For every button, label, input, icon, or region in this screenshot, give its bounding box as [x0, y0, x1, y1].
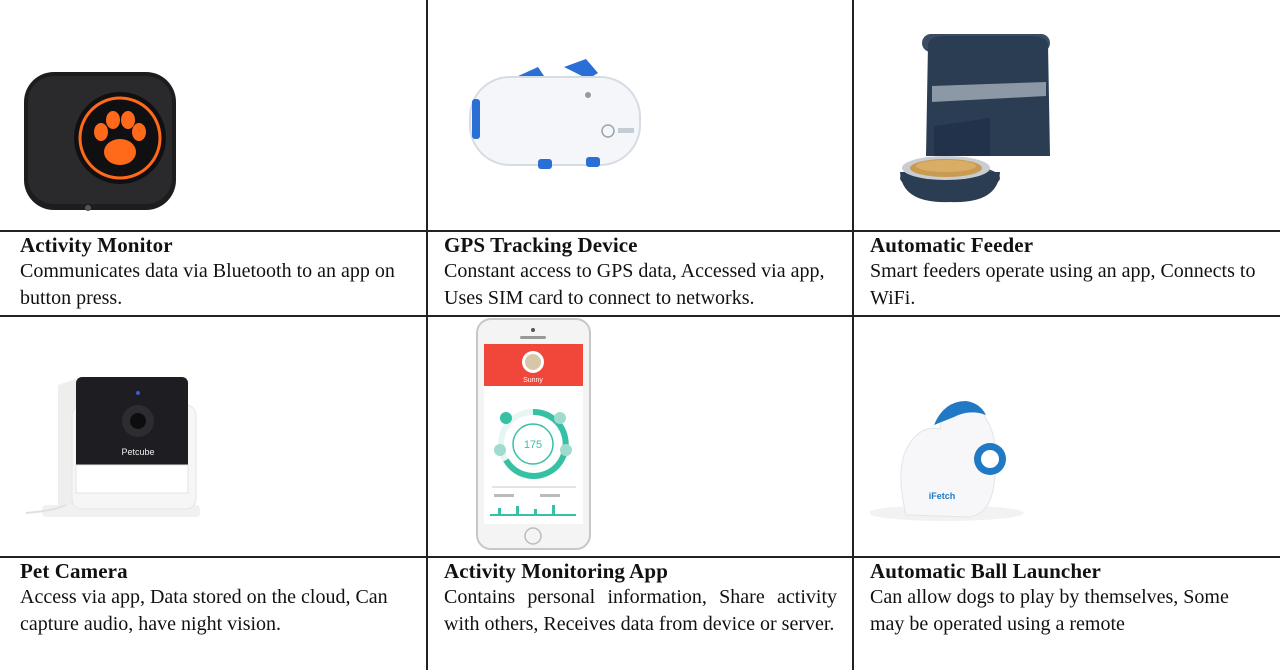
column-divider: [426, 0, 428, 670]
gps-tracker-image: [468, 55, 648, 175]
item-title: GPS Tracking Device: [444, 233, 638, 257]
item-description: Smart feeders operate using an app, Connects to WiFi.: [870, 260, 1256, 309]
automatic-feeder-image: [890, 26, 1065, 206]
item-caption: [870, 232, 1265, 312]
item-description: Constant access to GPS data, Accessed via app, Uses SIM card to connect to networks.: [444, 260, 825, 309]
item-caption: [444, 558, 837, 638]
item-description: Can allow dogs to play by themselves, Some may be operated using a remote: [870, 586, 1229, 635]
ball-launcher-image: [870, 395, 1035, 523]
row-divider: [0, 315, 1280, 317]
item-title: Pet Camera: [20, 559, 128, 583]
item-title: Automatic Feeder: [870, 233, 1034, 257]
item-title: Automatic Ball Launcher: [870, 559, 1101, 583]
column-divider: [852, 0, 854, 670]
item-description: Communicates data via Bluetooth to an app on button press.: [20, 260, 395, 309]
item-caption: [20, 558, 415, 638]
item-description: Contains personal information, Share activity with others, Receives data from device or server.: [444, 586, 837, 635]
pet-camera-image: [22, 365, 204, 525]
app-pet-name: Sunny: [523, 377, 543, 384]
app-score: 175: [523, 439, 543, 451]
item-caption: [870, 558, 1265, 638]
brand-label: Petcube: [121, 447, 155, 457]
item-description: Access via app, Data stored on the cloud, Can capture audio, have night vision.: [20, 586, 388, 635]
item-caption: [444, 232, 839, 312]
item-title: Activity Monitor: [20, 233, 173, 257]
brand-label: iFetch: [928, 491, 956, 501]
activity-monitor-image: [18, 66, 183, 214]
item-caption: [20, 232, 415, 312]
item-title: Activity Monitoring App: [444, 559, 668, 583]
phone-app-image: [476, 318, 591, 550]
